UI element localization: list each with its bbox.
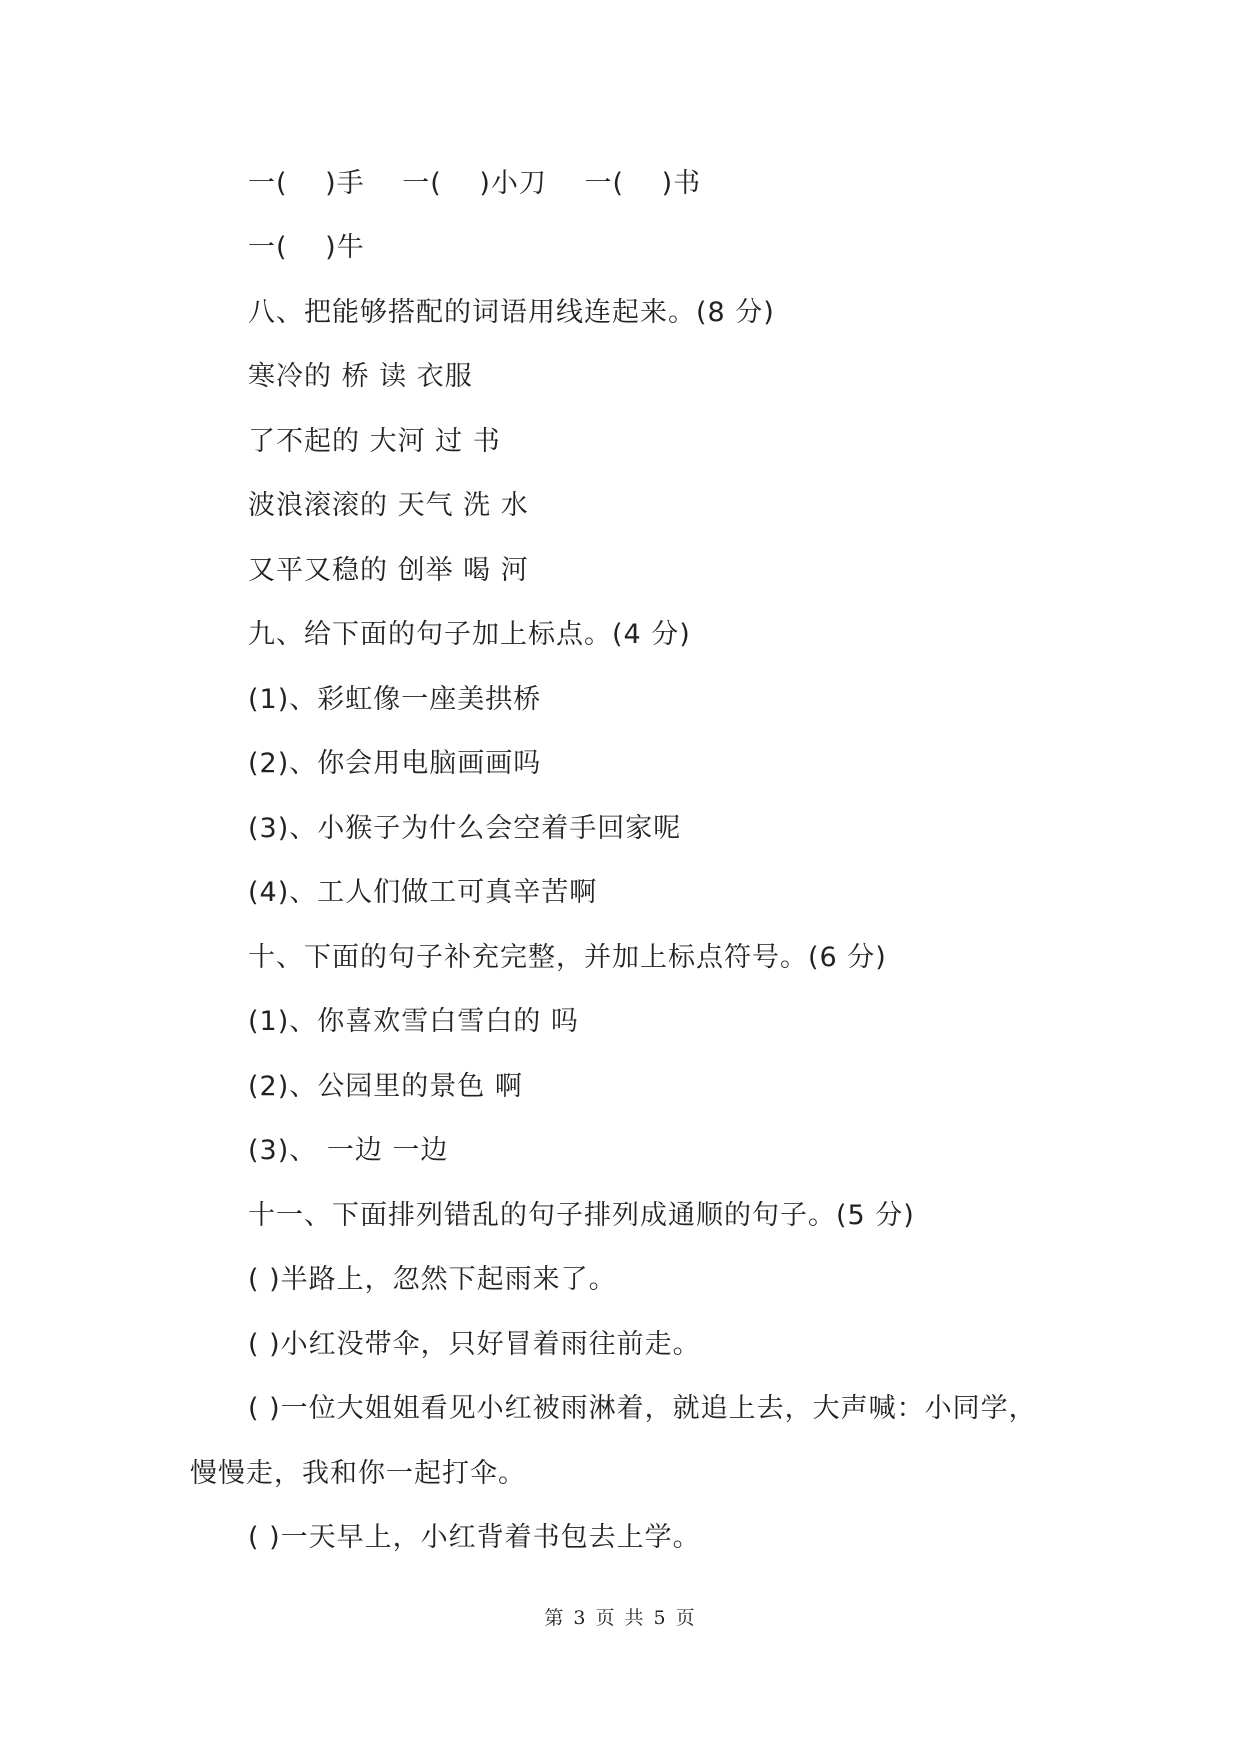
page-number-footer: 第 3 页 共 5 页 (544, 1607, 697, 1629)
completion-item-2: (2)、公园里的景色 啊 (248, 1071, 523, 1102)
completion-item-3: (3)、 一边 一边 (248, 1135, 449, 1166)
completion-item-1: (1)、你喜欢雪白雪白的 吗 (248, 1006, 579, 1037)
section-8-heading: 八、把能够搭配的词语用线连起来。(8 分) (248, 297, 775, 328)
matching-row-4: 又平又稳的 创举 喝 河 (248, 555, 529, 586)
ordering-item-3-continued: 慢慢走，我和你一起打伞。 (190, 1458, 526, 1489)
section-10-heading: 十、下面的句子补充完整，并加上标点符号。(6 分) (248, 942, 887, 973)
section-11-heading: 十一、下面排列错乱的句子排列成通顺的句子。(5 分) (248, 1200, 915, 1231)
ordering-item-1: ( )半路上，忽然下起雨来了。 (248, 1264, 617, 1295)
section-9-heading: 九、给下面的句子加上标点。(4 分) (248, 619, 691, 650)
punctuation-item-1: (1)、彩虹像一座美拱桥 (248, 684, 542, 715)
ordering-item-3: ( )一位大姐姐看见小红被雨淋着，就追上去，大声喊：小同学， (248, 1393, 1037, 1424)
matching-row-1: 寒冷的 桥 读 衣服 (248, 361, 473, 392)
measure-word-line-2: 一( )牛 (248, 232, 365, 263)
measure-word-line-1: 一( )手 一( )小刀 一( )书 (248, 168, 702, 199)
matching-row-3: 波浪滚滚的 天气 洗 水 (248, 490, 529, 521)
punctuation-item-3: (3)、小猴子为什么会空着手回家呢 (248, 813, 682, 844)
ordering-item-4: ( )一天早上，小红背着书包去上学。 (248, 1522, 701, 1553)
punctuation-item-4: (4)、工人们做工可真辛苦啊 (248, 877, 598, 908)
ordering-item-2: ( )小红没带伞，只好冒着雨往前走。 (248, 1329, 701, 1360)
matching-row-2: 了不起的 大河 过 书 (248, 426, 501, 457)
punctuation-item-2: (2)、你会用电脑画画吗 (248, 748, 542, 779)
